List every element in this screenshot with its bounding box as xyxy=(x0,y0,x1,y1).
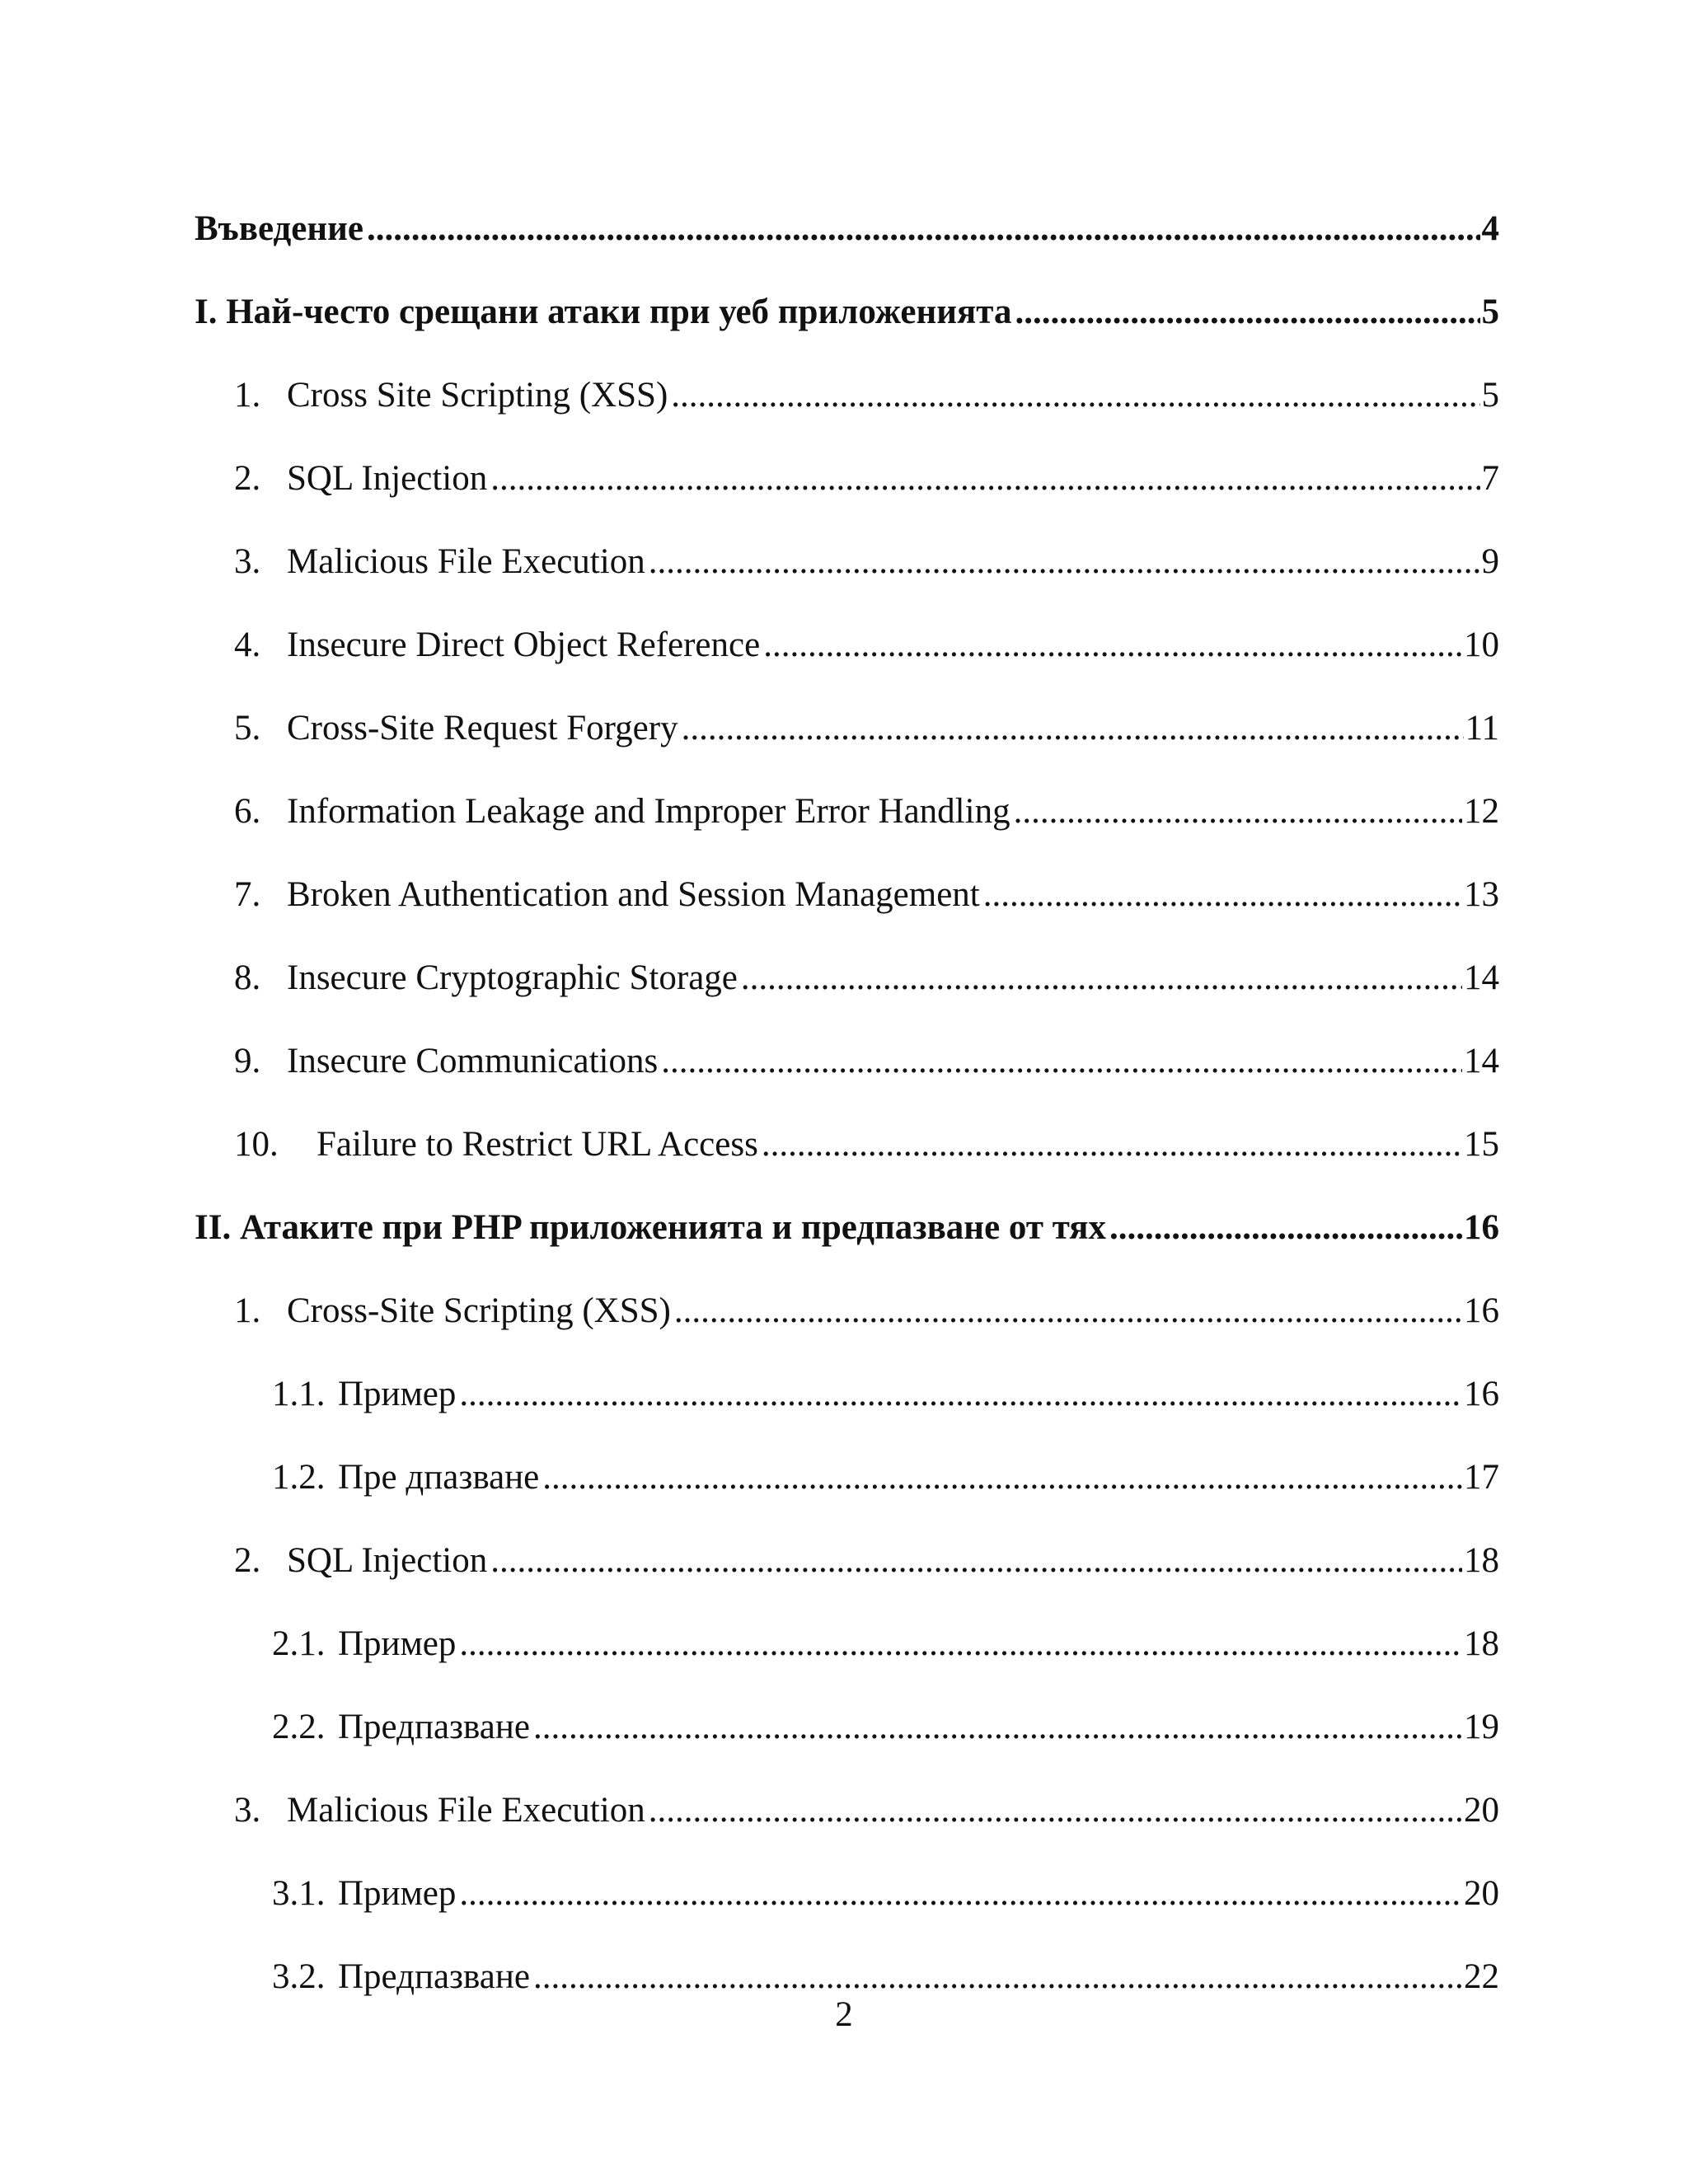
toc-entry-page: 14 xyxy=(1464,1042,1499,1080)
toc-entry-title: SQL Injection xyxy=(287,1541,488,1580)
toc-subentry[interactable] xyxy=(195,1352,1499,1436)
toc-entry-page: 10 xyxy=(1464,626,1499,664)
dot-leader xyxy=(1109,1210,1462,1245)
dot-leader xyxy=(533,1959,1462,1994)
dot-leader xyxy=(983,877,1462,912)
toc-entry-chapter-2[interactable] xyxy=(195,1186,1499,1269)
toc-entry-page: 5 xyxy=(1481,376,1499,415)
toc-entry[interactable] xyxy=(195,603,1499,687)
toc-entry[interactable] xyxy=(195,437,1499,520)
toc-entry-page: 4 xyxy=(1481,209,1499,248)
toc-entry[interactable] xyxy=(195,1519,1499,1602)
toc-entry-title: Пре дпазване xyxy=(338,1458,540,1497)
dot-leader xyxy=(459,1376,1462,1412)
toc-entry-number: 9. xyxy=(234,1042,261,1080)
toc-entry-page: 19 xyxy=(1464,1708,1499,1746)
dot-leader xyxy=(674,1293,1462,1329)
toc-entry-introduction[interactable] xyxy=(195,187,1499,270)
toc-entry-page: 17 xyxy=(1464,1458,1499,1497)
toc-entry[interactable] xyxy=(195,1269,1499,1352)
dot-leader xyxy=(649,544,1480,579)
toc-entry[interactable] xyxy=(195,354,1499,437)
toc-entry-title: Insecure Cryptographic Storage xyxy=(287,958,738,997)
toc-entry-page: 18 xyxy=(1464,1541,1499,1580)
dot-leader xyxy=(762,1127,1462,1162)
toc-entry-number: 5. xyxy=(234,709,261,748)
toc-entry[interactable] xyxy=(195,936,1499,1019)
toc-entry[interactable] xyxy=(195,853,1499,936)
toc-entry-title: Insecure Direct Object Reference xyxy=(287,626,761,664)
toc-entry-title: Пример xyxy=(338,1874,457,1913)
toc-subentry[interactable] xyxy=(195,1685,1499,1769)
toc-entry-title: Пример xyxy=(338,1624,457,1663)
toc-entry[interactable] xyxy=(195,1019,1499,1103)
toc-entry-page: 13 xyxy=(1464,875,1499,914)
toc-subentry[interactable] xyxy=(195,1436,1499,1519)
toc-entry-title: Cross-Site Scripting (XSS) xyxy=(287,1291,671,1330)
toc-entry-number: 7. xyxy=(234,875,261,914)
dot-leader xyxy=(1014,794,1462,829)
dot-leader xyxy=(682,710,1464,746)
toc-subentry[interactable] xyxy=(195,1602,1499,1685)
dot-leader xyxy=(459,1626,1462,1661)
toc-entry-title: Cross Site Scripting (XSS) xyxy=(287,376,668,415)
toc-entry-title: Failure to Restrict URL Access xyxy=(316,1125,758,1164)
toc-entry-title: Malicious File Execution xyxy=(287,1791,645,1830)
dot-leader xyxy=(1015,294,1479,330)
toc-entry-page: 15 xyxy=(1464,1125,1499,1164)
table-of-contents xyxy=(195,187,1499,2018)
toc-entry-title: II. Атаките при PHP приложенията и предпазване от тях xyxy=(195,1208,1107,1247)
toc-entry-chapter-1[interactable] xyxy=(195,270,1499,354)
toc-entry-page: 16 xyxy=(1464,1208,1499,1247)
toc-entry-number: 2.1. xyxy=(272,1624,326,1663)
toc-entry-number: 2. xyxy=(234,459,261,498)
dot-leader xyxy=(661,1043,1462,1079)
toc-entry-title: I. Най-често срещани атаки при уеб приложенията xyxy=(195,293,1012,331)
toc-subentry[interactable] xyxy=(195,1852,1499,1935)
toc-entry-title: Пример xyxy=(338,1375,457,1413)
dot-leader xyxy=(671,377,1479,413)
toc-entry-page: 12 xyxy=(1464,792,1499,831)
toc-entry[interactable] xyxy=(195,1769,1499,1852)
dot-leader xyxy=(542,1460,1462,1495)
toc-entry-page: 16 xyxy=(1464,1291,1499,1330)
toc-entry-title: Broken Authentication and Session Management xyxy=(287,875,980,914)
toc-entry-number: 2.2. xyxy=(272,1708,326,1746)
toc-entry-title: Cross-Site Request Forgery xyxy=(287,709,678,748)
toc-entry-title: SQL Injection xyxy=(287,459,488,498)
toc-entry-page: 20 xyxy=(1464,1791,1499,1830)
toc-entry-number: 4. xyxy=(234,626,261,664)
dot-leader xyxy=(490,1543,1462,1578)
toc-entry-number: 1.2. xyxy=(272,1458,326,1497)
toc-entry-page: 16 xyxy=(1464,1375,1499,1413)
toc-entry-title: Предпазване xyxy=(338,1708,530,1746)
toc-entry[interactable] xyxy=(195,1103,1499,1186)
toc-entry-page: 18 xyxy=(1464,1624,1499,1663)
toc-entry-page: 14 xyxy=(1464,958,1499,997)
toc-entry-title: Предпазване xyxy=(338,1957,530,1996)
toc-entry-page: 22 xyxy=(1464,1957,1499,1996)
toc-entry-number: 3.1. xyxy=(272,1874,326,1913)
toc-entry-title: Malicious File Execution xyxy=(287,542,645,581)
toc-entry-number: 3. xyxy=(234,542,261,581)
page-number: 2 xyxy=(835,1995,853,2034)
toc-entry-title: Insecure Communications xyxy=(287,1042,659,1080)
dot-leader xyxy=(533,1709,1462,1745)
toc-entry-number: 3. xyxy=(234,1791,261,1830)
toc-entry[interactable] xyxy=(195,770,1499,853)
toc-entry-page: 11 xyxy=(1465,709,1499,748)
dot-leader xyxy=(367,211,1480,246)
dot-leader xyxy=(490,461,1479,496)
toc-entry-title: Въведение xyxy=(195,209,363,248)
toc-entry-page: 5 xyxy=(1481,293,1499,331)
toc-entry-page: 20 xyxy=(1464,1874,1499,1913)
dot-leader xyxy=(459,1876,1462,1911)
toc-entry-page: 7 xyxy=(1481,459,1499,498)
toc-entry-number: 6. xyxy=(234,792,261,831)
toc-entry[interactable] xyxy=(195,520,1499,603)
dot-leader xyxy=(649,1793,1462,1828)
toc-entry-number: 3.2. xyxy=(272,1957,326,1996)
toc-entry-number: 1. xyxy=(234,1291,261,1330)
toc-entry-number: 1. xyxy=(234,376,261,415)
dot-leader xyxy=(763,627,1462,663)
dot-leader xyxy=(741,960,1462,996)
toc-entry-number: 2. xyxy=(234,1541,261,1580)
toc-entry-title: Information Leakage and Improper Error Handling xyxy=(287,792,1010,831)
toc-entry-number: 10. xyxy=(234,1125,279,1164)
toc-entry-number: 8. xyxy=(234,958,261,997)
toc-entry[interactable] xyxy=(195,687,1499,770)
toc-entry-number: 1.1. xyxy=(272,1375,326,1413)
toc-entry-page: 9 xyxy=(1481,542,1499,581)
